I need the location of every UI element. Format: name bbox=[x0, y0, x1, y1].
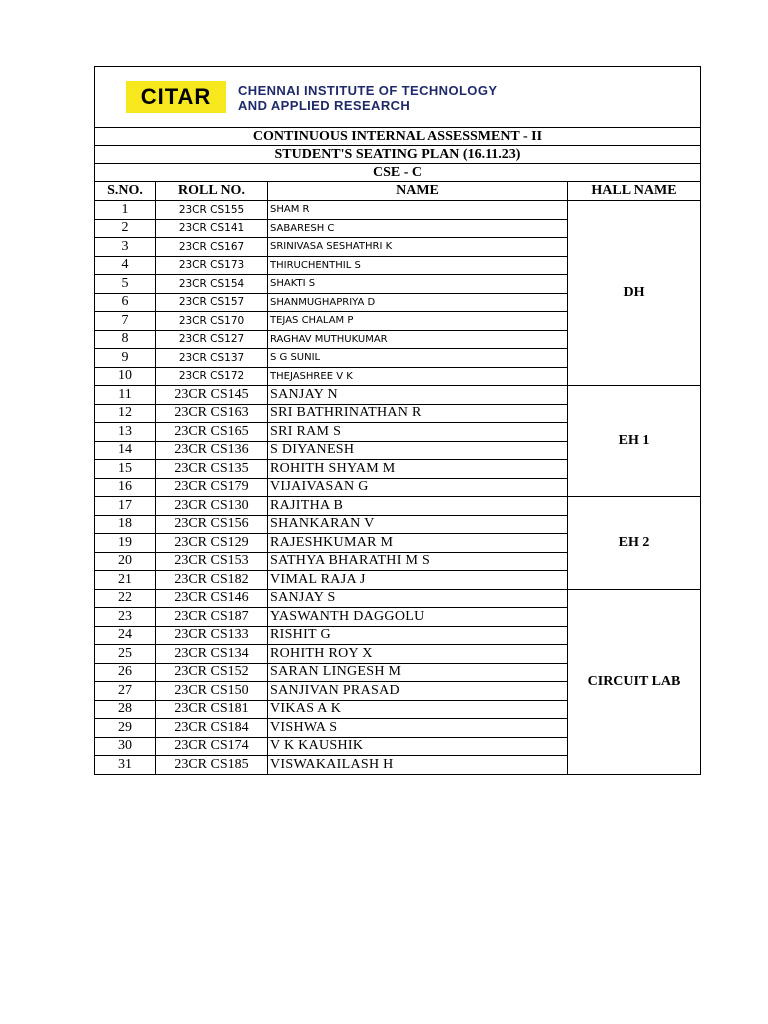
row-student-name: SHAM R bbox=[268, 201, 568, 220]
row-student-name: SARAN LINGESH M bbox=[268, 663, 568, 682]
row-student-name: SANJIVAN PRASAD bbox=[268, 682, 568, 701]
row-student-name: SANJAY N bbox=[268, 386, 568, 405]
row-sno: 24 bbox=[95, 626, 156, 645]
row-roll-number: 23CR CS152 bbox=[156, 663, 268, 682]
row-roll-number: 23CR CS136 bbox=[156, 441, 268, 460]
row-sno: 3 bbox=[95, 238, 156, 257]
table-row bbox=[95, 201, 701, 220]
row-sno: 14 bbox=[95, 441, 156, 460]
row-roll-number: 23CR CS154 bbox=[156, 275, 268, 294]
section-row bbox=[95, 164, 701, 182]
logo-row bbox=[95, 67, 701, 128]
row-student-name: SHAKTI S bbox=[268, 275, 568, 294]
row-sno: 18 bbox=[95, 515, 156, 534]
institute-name-line1: CHENNAI INSTITUTE OF TECHNOLOGY bbox=[238, 83, 498, 98]
row-student-name: YASWANTH DAGGOLU bbox=[268, 608, 568, 627]
row-sno: 9 bbox=[95, 349, 156, 368]
row-sno: 11 bbox=[95, 386, 156, 405]
row-student-name: VIJAIVASAN G bbox=[268, 478, 568, 497]
row-sno: 7 bbox=[95, 312, 156, 331]
row-sno: 16 bbox=[95, 478, 156, 497]
logo-text: CITAR bbox=[140, 84, 212, 109]
row-sno: 29 bbox=[95, 719, 156, 738]
row-roll-number: 23CR CS129 bbox=[156, 534, 268, 553]
hall-name-cell: CIRCUIT LAB bbox=[568, 589, 701, 774]
row-roll-number: 23CR CS134 bbox=[156, 645, 268, 664]
row-sno: 5 bbox=[95, 275, 156, 294]
row-student-name: SHANKARAN V bbox=[268, 515, 568, 534]
subtitle-row bbox=[95, 146, 701, 164]
row-student-name: VIMAL RAJA J bbox=[268, 571, 568, 590]
row-student-name: RAJESHKUMAR M bbox=[268, 534, 568, 553]
row-sno: 28 bbox=[95, 700, 156, 719]
row-student-name: RISHIT G bbox=[268, 626, 568, 645]
row-roll-number: 23CR CS181 bbox=[156, 700, 268, 719]
row-sno: 25 bbox=[95, 645, 156, 664]
row-student-name: TEJAS CHALAM P bbox=[268, 312, 568, 331]
row-sno: 30 bbox=[95, 737, 156, 756]
row-student-name: THIRUCHENTHIL S bbox=[268, 256, 568, 275]
seating-plan-table bbox=[94, 66, 701, 775]
row-roll-number: 23CR CS153 bbox=[156, 552, 268, 571]
document-title: CONTINUOUS INTERNAL ASSESSMENT - II bbox=[95, 128, 701, 146]
row-sno: 26 bbox=[95, 663, 156, 682]
row-sno: 4 bbox=[95, 256, 156, 275]
row-roll-number: 23CR CS130 bbox=[156, 497, 268, 516]
row-student-name: RAGHAV MUTHUKUMAR bbox=[268, 330, 568, 349]
row-roll-number: 23CR CS165 bbox=[156, 423, 268, 442]
row-student-name: VISWAKAILASH H bbox=[268, 756, 568, 775]
row-sno: 23 bbox=[95, 608, 156, 627]
row-sno: 19 bbox=[95, 534, 156, 553]
row-student-name: SRI RAM S bbox=[268, 423, 568, 442]
row-roll-number: 23CR CS127 bbox=[156, 330, 268, 349]
row-sno: 10 bbox=[95, 367, 156, 386]
row-roll-number: 23CR CS135 bbox=[156, 460, 268, 479]
row-student-name: V K KAUSHIK bbox=[268, 737, 568, 756]
row-student-name: SATHYA BHARATHI M S bbox=[268, 552, 568, 571]
row-sno: 12 bbox=[95, 404, 156, 423]
row-student-name: ROHITH SHYAM M bbox=[268, 460, 568, 479]
title-row bbox=[95, 128, 701, 146]
row-roll-number: 23CR CS157 bbox=[156, 293, 268, 312]
row-student-name: SABARESH C bbox=[268, 219, 568, 238]
hall-name-cell: DH bbox=[568, 201, 701, 386]
column-header-hall: HALL NAME bbox=[568, 182, 701, 201]
row-student-name: VISHWA S bbox=[268, 719, 568, 738]
row-student-name: SHANMUGHAPRIYA D bbox=[268, 293, 568, 312]
row-roll-number: 23CR CS187 bbox=[156, 608, 268, 627]
row-roll-number: 23CR CS179 bbox=[156, 478, 268, 497]
class-section: CSE - C bbox=[95, 164, 701, 182]
row-roll-number: 23CR CS145 bbox=[156, 386, 268, 405]
row-roll-number: 23CR CS141 bbox=[156, 219, 268, 238]
row-sno: 17 bbox=[95, 497, 156, 516]
row-sno: 22 bbox=[95, 589, 156, 608]
hall-name-cell: EH 1 bbox=[568, 386, 701, 497]
hall-name-cell: EH 2 bbox=[568, 497, 701, 590]
table-row bbox=[95, 497, 701, 516]
row-roll-number: 23CR CS170 bbox=[156, 312, 268, 331]
row-sno: 20 bbox=[95, 552, 156, 571]
column-header-name: NAME bbox=[268, 182, 568, 201]
row-sno: 27 bbox=[95, 682, 156, 701]
row-roll-number: 23CR CS137 bbox=[156, 349, 268, 368]
row-roll-number: 23CR CS167 bbox=[156, 238, 268, 257]
row-student-name: SRINIVASA SESHATHRI K bbox=[268, 238, 568, 257]
document-subtitle: STUDENT'S SEATING PLAN (16.11.23) bbox=[95, 146, 701, 164]
column-header-roll: ROLL NO. bbox=[156, 182, 268, 201]
row-sno: 21 bbox=[95, 571, 156, 590]
row-student-name: RAJITHA B bbox=[268, 497, 568, 516]
row-sno: 15 bbox=[95, 460, 156, 479]
citar-logo bbox=[126, 81, 226, 113]
row-student-name: SRI BATHRINATHAN R bbox=[268, 404, 568, 423]
institute-name bbox=[238, 83, 497, 113]
row-student-name: S DIYANESH bbox=[268, 441, 568, 460]
row-sno: 6 bbox=[95, 293, 156, 312]
row-student-name: VIKAS A K bbox=[268, 700, 568, 719]
row-student-name: SANJAY S bbox=[268, 589, 568, 608]
row-roll-number: 23CR CS182 bbox=[156, 571, 268, 590]
row-sno: 2 bbox=[95, 219, 156, 238]
row-sno: 13 bbox=[95, 423, 156, 442]
row-roll-number: 23CR CS155 bbox=[156, 201, 268, 220]
table-row bbox=[95, 589, 701, 608]
row-roll-number: 23CR CS185 bbox=[156, 756, 268, 775]
row-roll-number: 23CR CS184 bbox=[156, 719, 268, 738]
row-roll-number: 23CR CS150 bbox=[156, 682, 268, 701]
row-sno: 31 bbox=[95, 756, 156, 775]
row-roll-number: 23CR CS174 bbox=[156, 737, 268, 756]
institute-name-line2: AND APPLIED RESEARCH bbox=[238, 98, 411, 113]
row-roll-number: 23CR CS156 bbox=[156, 515, 268, 534]
row-student-name: S G SUNIL bbox=[268, 349, 568, 368]
row-student-name: THEJASHREE V K bbox=[268, 367, 568, 386]
column-header-sno: S.NO. bbox=[95, 182, 156, 201]
row-roll-number: 23CR CS163 bbox=[156, 404, 268, 423]
column-header-row bbox=[95, 182, 701, 201]
row-roll-number: 23CR CS133 bbox=[156, 626, 268, 645]
row-roll-number: 23CR CS146 bbox=[156, 589, 268, 608]
logo-banner bbox=[95, 67, 701, 128]
row-student-name: ROHITH ROY X bbox=[268, 645, 568, 664]
row-sno: 8 bbox=[95, 330, 156, 349]
row-roll-number: 23CR CS172 bbox=[156, 367, 268, 386]
row-sno: 1 bbox=[95, 201, 156, 220]
table-row bbox=[95, 386, 701, 405]
row-roll-number: 23CR CS173 bbox=[156, 256, 268, 275]
